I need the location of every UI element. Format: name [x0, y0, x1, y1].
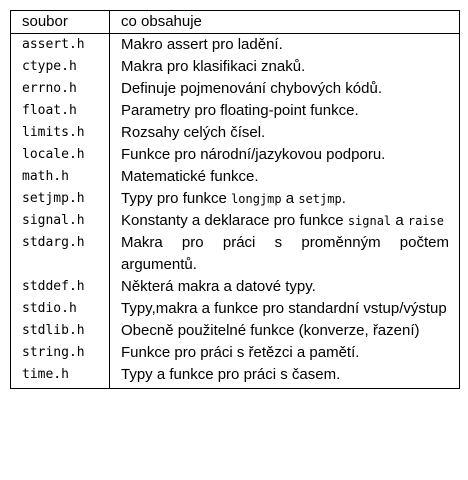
- file-name: time.h: [11, 364, 110, 389]
- table-row: [11, 34, 460, 57]
- file-description: Funkce pro národní/jazykovou podporu.: [110, 144, 460, 166]
- file-description: Typy a funkce pro práci s časem.: [110, 364, 460, 389]
- file-name: ctype.h: [11, 56, 110, 78]
- table-row: [11, 342, 460, 364]
- file-description: Makra pro klasifikaci znaků.: [110, 56, 460, 78]
- table-row: [11, 166, 460, 188]
- file-name: errno.h: [11, 78, 110, 100]
- file-name: signal.h: [11, 210, 110, 232]
- table-row: [11, 276, 460, 298]
- description-text: Konstanty a deklarace pro funkce: [121, 212, 348, 229]
- file-name: string.h: [11, 342, 110, 364]
- file-name: locale.h: [11, 144, 110, 166]
- file-description: Matematické funkce.: [110, 166, 460, 188]
- file-name: setjmp.h: [11, 188, 110, 210]
- file-description: Makro assert pro ladění.: [110, 34, 460, 57]
- description-text: a: [281, 190, 299, 207]
- file-description: Parametry pro floating-point funkce.: [110, 100, 460, 122]
- description-text: a: [391, 212, 408, 229]
- table-row: [11, 232, 460, 276]
- function-name-code: setjmp: [298, 192, 342, 206]
- function-name-code: raise: [407, 214, 444, 228]
- file-description: Definuje pojmenování chybových kódů.: [110, 78, 460, 100]
- table-row: [11, 320, 460, 342]
- header-files-table: [10, 10, 460, 389]
- description-text: Typy pro funkce: [121, 190, 232, 207]
- table-row: [11, 210, 460, 232]
- file-description: Funkce pro práci s řetězci a pamětí.: [110, 342, 460, 364]
- file-name: assert.h: [11, 34, 110, 57]
- description-text: .: [341, 190, 346, 207]
- table-row: [11, 188, 460, 210]
- file-name: stddef.h: [11, 276, 110, 298]
- file-name: float.h: [11, 100, 110, 122]
- file-description: Některá makra a datové typy.: [110, 276, 460, 298]
- column-header-file: soubor: [11, 11, 110, 34]
- file-description: Rozsahy celých čísel.: [110, 122, 460, 144]
- file-description: [110, 210, 460, 232]
- table-row: [11, 100, 460, 122]
- file-description: Typy,makra a funkce pro standardní vstup/výstup: [110, 298, 460, 320]
- function-name-code: signal: [347, 214, 392, 228]
- file-description: Obecně použitelné funkce (konverze, řazení): [110, 320, 460, 342]
- file-name: limits.h: [11, 122, 110, 144]
- table-header-row: [11, 11, 460, 34]
- table-row: [11, 364, 460, 389]
- file-description: Makra pro práci s proměnným počtem argumentů.: [110, 232, 460, 276]
- table-row: [11, 122, 460, 144]
- column-header-description: co obsahuje: [110, 11, 460, 34]
- file-name: math.h: [11, 166, 110, 188]
- table-row: [11, 144, 460, 166]
- table-row: [11, 298, 460, 320]
- file-description: [110, 188, 460, 210]
- function-name-code: longjmp: [231, 192, 282, 206]
- file-name: stdarg.h: [11, 232, 110, 276]
- table-row: [11, 78, 460, 100]
- file-name: stdio.h: [11, 298, 110, 320]
- file-name: stdlib.h: [11, 320, 110, 342]
- table-row: [11, 56, 460, 78]
